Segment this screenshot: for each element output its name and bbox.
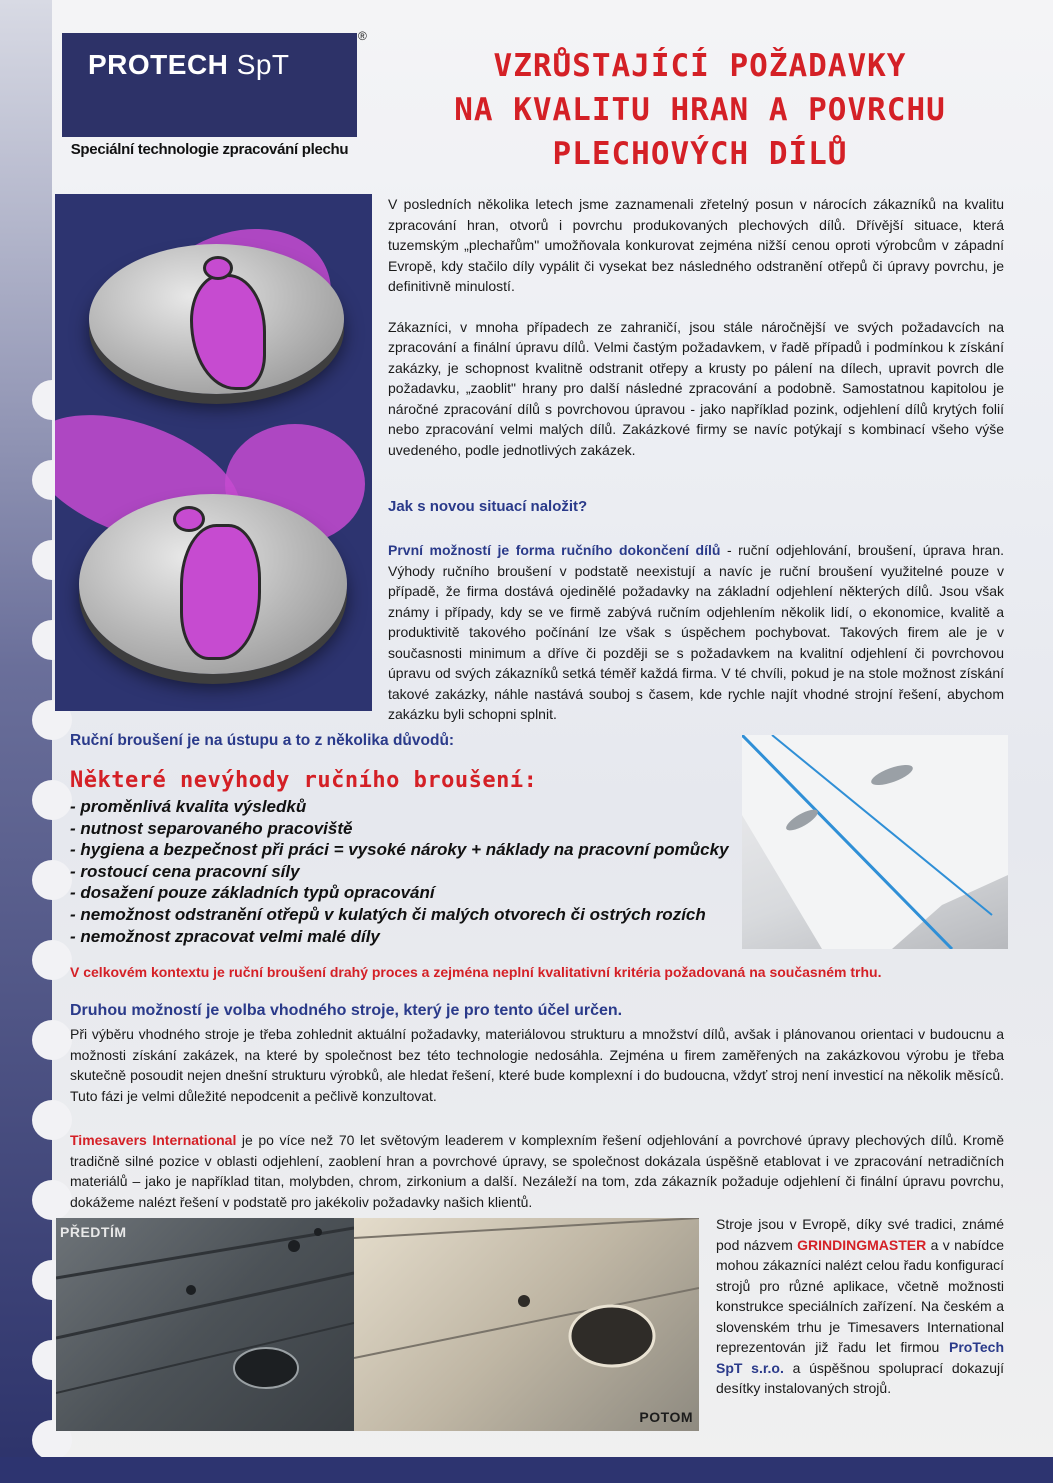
groove-line (354, 1218, 699, 1238)
intro-paragraph-2: Zákazníci, v mnoha případech ze zahraničí, jsou stále náročnější ve svých požadavcích na zpracování a finální úpravu dílů. Velmi častým požadavkem, v řadě případů i podmínkou k získání zakázky, je schopnost kvalitně odstranit otřepy a krusty po pálení na dílech, upravit povrch dle požadavku, „zaoblit" hrany pro další následné zpracování a podobně. Samostatnou kapitolou je náročné zpracování dílů s povrchovou úpravou - jako například pozink, odjehlení dílů krytých folií nebo zpracování velmi malých dílů. Zakázkové firmy se navíc potýkají s kombinací všeho výše uvedeného, podle jednotlivých zakázek. (388, 318, 1004, 458)
machines-section (716, 1214, 1004, 1399)
machines-text-1: Stroje jsou v Evropě, díky své tradici, známé pod názvem (716, 1216, 1004, 1253)
list-item: - proměnlivá kvalita výsledků (70, 797, 307, 816)
after-photo-graphic (354, 1218, 699, 1431)
conclusion: V celkovém kontextu je ruční broušení drahý proces a zejména neplní kvalitativní kritéria požadovaná na současném trhu. (70, 964, 882, 980)
first-option-section (388, 540, 1004, 725)
small-hole (314, 1228, 322, 1236)
second-option-heading: Druhou možností je volba vhodného stroje, který je pro tento účel určen. (70, 1002, 623, 1019)
logo-tagline: Speciální technologie zpracování plechu (70, 141, 349, 158)
groove-line (56, 1323, 354, 1393)
intro-section (388, 194, 1004, 460)
decorative-scallop (32, 1180, 72, 1220)
cutout-figure (180, 524, 261, 660)
title-line: VZRŮSTAJÍCÍ POŽADAVKY (493, 48, 907, 84)
list-item: - nemožnost zpracovat velmi malé díly (70, 926, 380, 946)
list-item: - rostoucí cena pracovní síly (70, 861, 300, 881)
machines-text-3: a úspěšnou spoluprací dokazují desítky instalovaných strojů. (716, 1359, 1004, 1396)
machines-paragraph (716, 1214, 1004, 1399)
title-line: PLECHOVÝCH DÍLŮ (552, 136, 848, 172)
registered-mark: ® (358, 29, 367, 43)
timesavers-section (70, 1130, 1004, 1212)
disadvantages-title: Některé nevýhody ručního broušení: (70, 768, 538, 793)
before-photo (56, 1218, 354, 1431)
decorative-scallop (32, 860, 72, 900)
first-option-lead: První možností je forma ručního dokončení dílů (388, 542, 721, 558)
footer-bar (0, 1457, 1053, 1483)
decorative-scallop (32, 780, 72, 820)
groove-line (56, 1273, 354, 1338)
logo-name (88, 49, 290, 81)
logo-box (62, 33, 357, 137)
protech-company-name: ProTech SpT s.r.o. (716, 1339, 1004, 1376)
cutout-hole (203, 256, 233, 280)
before-label: PŘEDTÍM (60, 1224, 127, 1240)
machines-text-2: a v nabídce mohou zákazníci nalézt celou řadu konfigurací strojů pro různé aplikace, včetně možnosti konstrukce speciálních zařízení. Na českém a slovenském trhu je Timesavers International reprezentován již řadu let firmou (716, 1236, 1004, 1355)
deburred-part-photo (742, 735, 1008, 949)
second-option-section (70, 1024, 1004, 1106)
list-item: - dosažení pouze základních typů opracování (70, 883, 435, 903)
deburred-hole (570, 1306, 654, 1366)
timesavers-text: je po více než 70 let světovým leaderem v komplexním řešení odjehlování a povrchové úpravy plechových dílů. Kromě tradičně silné pozice v oblasti odjehlení, zaoblení hran a povrchové úpravy, se společnost dokázala úspěšně etablovat i ve zpracování netradičních materiálů – jako je například titan, molybden, chrom, zirkonium a další. Nezáleží na tom, zda zákazník požaduje odjehlení či finální úpravu povrchu, dokážeme nalézt řešení v podstatě pro jakékoliv požadavky našich klientů. (70, 1132, 1004, 1210)
question-heading: Jak s novou situací naložit? (388, 498, 588, 515)
decorative-scallop (32, 1020, 72, 1060)
intro-paragraph-1: V posledních několika letech jsme zaznamenali zřetelný posun v nárocích zákazníků na kvalitu zpracování hran, otvorů i povrchu produkovaných plechových dílů. Dřívější situace, která tuzemským „plechařům" umožňovala konkurovat zejména nižší cenou oproti výrobcům v západní Evropě, kdy stačilo díly vypálit či vysekat bez následného odstranění otřepů či úpravy povrchu, je definitivně minulostí. (388, 196, 1004, 294)
logo-name-thin: SpT (236, 49, 290, 80)
cutout-hole (173, 506, 205, 532)
burred-hole (234, 1348, 298, 1388)
timesavers-name: Timesavers International (70, 1132, 237, 1148)
decorative-scallop (32, 1100, 72, 1140)
before-photo-graphic (56, 1218, 354, 1431)
title-line: NA KVALITU HRAN A POVRCHU (454, 92, 946, 128)
list-item: - hygiena a bezpečnost při práci = vysoké nároky + náklady na pracovní pomůcky (70, 840, 729, 860)
timesavers-paragraph (70, 1130, 1004, 1212)
disadvantages-list (70, 796, 729, 947)
logo-name-bold: PROTECH (88, 49, 229, 80)
small-hole (186, 1285, 196, 1295)
company-logo (62, 29, 367, 169)
white-sheet (742, 735, 1008, 949)
part-photo-graphic (742, 735, 1008, 949)
manual-heading: Ruční broušení je na ústupu a to z několika důvodů: (70, 732, 455, 749)
cut-parts-photo (55, 194, 372, 711)
list-item: - nutnost separovaného pracoviště (70, 818, 353, 838)
grindingmaster-brand: GRINDINGMASTER (797, 1236, 927, 1253)
small-hole (288, 1240, 300, 1252)
after-photo (354, 1218, 699, 1431)
first-option-paragraph (388, 540, 1004, 725)
list-item: - nemožnost odstranění otřepů v kulatých či malých otvorech či ostrých rozích (70, 904, 706, 924)
small-hole (518, 1295, 530, 1307)
second-option-paragraph: Při výběru vhodného stroje je třeba zohlednit aktuální požadavky, materiálovou strukturu a množství dílů, avšak i plánovanou orientaci v budoucnu a možnosti získání zakázek, na které by společnost bez této technologie nedosáhla. Zejména u firem zaměřených na zakázkovou výrobu je třeba skutečně posoudit nejen dnešní strukturu výrobků, ale hledat řešení, které bude komplexní i do budoucna, vždyť stroj není investicí na několik měsíců. Tuto fázi je velmi důležité nepodcenit a pečlivě konzultovat. (70, 1026, 1004, 1104)
first-option-text: - ruční odjehlování, broušení, úprava hran. Výhody ručního broušení v podstatě neexistují a navíc je ruční broušení využitelné pouze v případě, že firma dostává ojedinělé požadavky na základní odjehlení některých dílů. Jsou však známy i případy, kdy se ve firmě zabývá ručním odjehlením několik lidí, o ekonomice, kvalitě a produktivitě takového počínání lze však s úspěchem pochybovat. Takových firem ale je v současnosti minimum a dříve či později se s požadavkem na kvalitní odjehlení či povrchovou úpravu od svých zákazníků setká téměř každá firma. V té chvíli, pokud je na stole možnost získání takové zakázky, náhle nastává souboj s časem, kde rychle najít vhodné strojní řešení, abychom zakázku byli schopni splnit. (388, 542, 1004, 722)
after-label: POTOM (639, 1409, 693, 1425)
page-title (380, 44, 1020, 176)
decorative-scallop (32, 940, 72, 980)
